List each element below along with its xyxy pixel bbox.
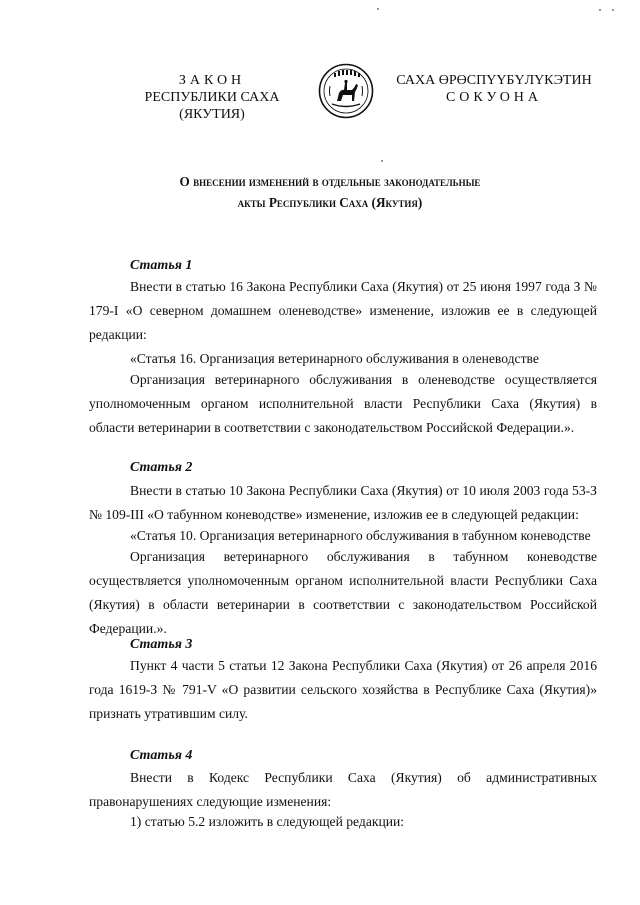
article-4-intro: Внести в Кодекс Республики Саха (Якутия) об административных правонарушениях следующие изменения: bbox=[89, 770, 597, 809]
article-2-intro: Внести в статью 10 Закона Республики Саха (Якутия) от 10 июля 2003 года 53-З № 109-III «О табунном коневодстве» изменение, изложив ее в следующей редакции: bbox=[89, 483, 597, 522]
title-line2: акты Республики Саха (Якутия) bbox=[237, 195, 423, 210]
article-2-quote-title: «Статья 10. Организация ветеринарного обслуживания в табунном коневодстве bbox=[130, 528, 591, 543]
article-1-intro: Внести в статью 16 Закона Республики Саха (Якутия) от 25 июня 1997 года З № 179-I «О северном домашнем оленеводстве» изменение, изложив ее в следующей редакции: bbox=[89, 279, 597, 342]
article-2-heading: Статья 2 bbox=[130, 460, 193, 475]
header-left-line1: ЗАКОН bbox=[178, 73, 246, 88]
article-4-heading: Статья 4 bbox=[130, 748, 193, 763]
scan-speck bbox=[381, 160, 383, 162]
article-3-heading: Статья 3 bbox=[130, 637, 193, 652]
article-1-heading: Статья 1 bbox=[130, 258, 193, 273]
header-left-line2: РЕСПУБЛИКИ САХА (ЯКУТИЯ) bbox=[144, 90, 280, 122]
header-right-line1: САХА ӨРӨСПҮҮБҮЛҮКЭТИН bbox=[396, 73, 592, 88]
sakha-coat-of-arms-icon bbox=[318, 63, 374, 119]
article-1-quote-title: «Статья 16. Организация ветеринарного обслуживания в оленеводстве bbox=[130, 351, 539, 366]
header-left bbox=[112, 72, 312, 123]
article-2-quote-body: Организация ветеринарного обслуживания в табунном коневодстве осуществляется уполномоченным органом исполнительной власти Республики Саха (Якутия) в области ветеринарии в соответствии с законодательством Российской Федерации.». bbox=[89, 549, 597, 636]
article-4-item1: 1) статью 5.2 изложить в следующей редакции: bbox=[130, 814, 405, 829]
header-right-line2: СОКУОНА bbox=[445, 90, 543, 105]
scan-speck bbox=[377, 8, 379, 10]
article-3-intro: Пункт 4 части 5 статьи 12 Закона Республики Саха (Якутия) от 26 апреля 2016 года 1619-З № 791-V «О развитии сельского хозяйства в Республике Саха (Якутия)» признать утратившим силу. bbox=[89, 658, 597, 721]
scan-speck bbox=[612, 9, 614, 11]
scan-speck bbox=[599, 9, 601, 11]
document-title bbox=[60, 171, 600, 213]
title-line1: О внесении изменений в отдельные законодательные bbox=[179, 174, 481, 189]
header-right bbox=[384, 72, 604, 106]
article-1-quote-body: Организация ветеринарного обслуживания в оленеводстве осуществляется уполномоченным органом исполнительной власти Республики Саха (Якутия) в области ветеринарии в соответствии с законодательством Российской Федерации.». bbox=[89, 372, 597, 435]
